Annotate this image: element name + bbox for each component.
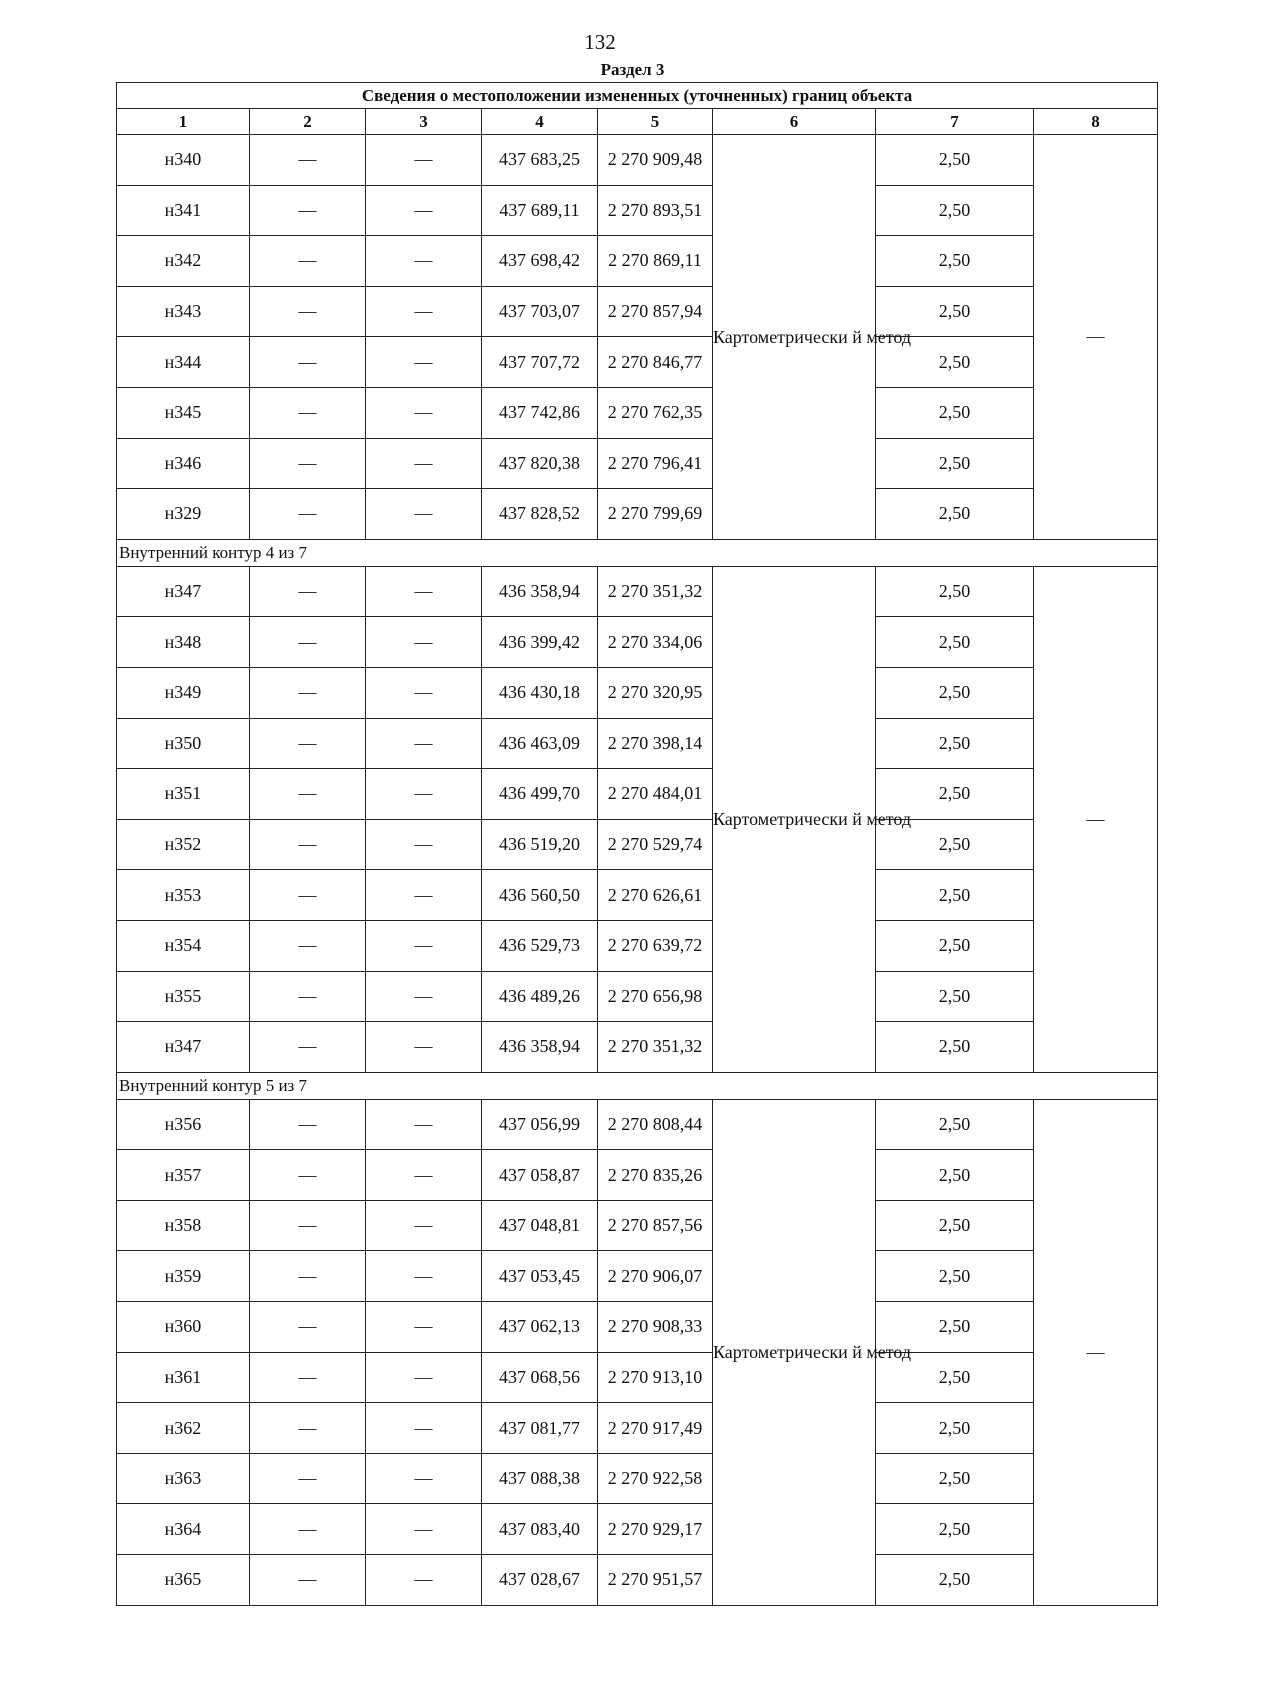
y-coordinate: 2 270 320,95: [598, 667, 713, 718]
col2-value: —: [250, 1504, 366, 1555]
x-coordinate: 437 703,07: [482, 286, 598, 337]
table-row: [117, 387, 1158, 438]
point-name: н350: [117, 718, 250, 769]
col3-value: —: [366, 286, 482, 337]
table-row: [117, 286, 1158, 337]
col2-value: —: [250, 1022, 366, 1073]
y-coordinate: 2 270 846,77: [598, 337, 713, 388]
table-row: [117, 971, 1158, 1022]
x-coordinate: 436 463,09: [482, 718, 598, 769]
column-number: 4: [482, 109, 598, 135]
table-row: [117, 1200, 1158, 1251]
point-name: н355: [117, 971, 250, 1022]
table-row: [117, 566, 1158, 617]
column-number: 5: [598, 109, 713, 135]
accuracy-value: 2,50: [876, 617, 1034, 668]
point-name: н358: [117, 1200, 250, 1251]
y-coordinate: 2 270 908,33: [598, 1302, 713, 1353]
x-coordinate: 437 820,38: [482, 438, 598, 489]
y-coordinate: 2 270 922,58: [598, 1453, 713, 1504]
table-title-row: [117, 83, 1158, 109]
contour-header: Внутренний контур 4 из 7: [117, 539, 1158, 566]
table-row: [117, 1022, 1158, 1073]
point-name: н329: [117, 489, 250, 540]
table-row: [117, 667, 1158, 718]
accuracy-value: 2,50: [876, 566, 1034, 617]
x-coordinate: 436 499,70: [482, 769, 598, 820]
table-row: [117, 1504, 1158, 1555]
accuracy-value: 2,50: [876, 1022, 1034, 1073]
point-name: н344: [117, 337, 250, 388]
table-row: [117, 1453, 1158, 1504]
accuracy-value: 2,50: [876, 1403, 1034, 1454]
point-name: н341: [117, 185, 250, 236]
col3-value: —: [366, 1200, 482, 1251]
col2-value: —: [250, 489, 366, 540]
col2-value: —: [250, 920, 366, 971]
col2-value: —: [250, 819, 366, 870]
table-row: [117, 718, 1158, 769]
col2-value: —: [250, 870, 366, 921]
col3-value: —: [366, 1022, 482, 1073]
col2-value: —: [250, 337, 366, 388]
x-coordinate: 437 683,25: [482, 135, 598, 186]
accuracy-value: 2,50: [876, 387, 1034, 438]
column-number-row: [117, 109, 1158, 135]
col3-value: —: [366, 1352, 482, 1403]
point-name: н364: [117, 1504, 250, 1555]
boundary-coordinates-table: [116, 82, 1158, 1606]
col3-value: —: [366, 617, 482, 668]
x-coordinate: 437 053,45: [482, 1251, 598, 1302]
accuracy-value: 2,50: [876, 1555, 1034, 1606]
table-row: [117, 438, 1158, 489]
method-cell: Картометрически й метод: [713, 566, 876, 1072]
table-row: [117, 617, 1158, 668]
x-coordinate: 437 088,38: [482, 1453, 598, 1504]
x-coordinate: 436 519,20: [482, 819, 598, 870]
point-name: н346: [117, 438, 250, 489]
col2-value: —: [250, 971, 366, 1022]
col8-cell: —: [1034, 1099, 1158, 1605]
table-row: [117, 135, 1158, 186]
y-coordinate: 2 270 484,01: [598, 769, 713, 820]
point-name: н349: [117, 667, 250, 718]
column-number: 8: [1034, 109, 1158, 135]
point-name: н353: [117, 870, 250, 921]
col8-cell: —: [1034, 566, 1158, 1072]
col8-cell: —: [1034, 135, 1158, 540]
x-coordinate: 437 083,40: [482, 1504, 598, 1555]
col3-value: —: [366, 1453, 482, 1504]
point-name: н348: [117, 617, 250, 668]
col3-value: —: [366, 1302, 482, 1353]
x-coordinate: 437 068,56: [482, 1352, 598, 1403]
x-coordinate: 436 489,26: [482, 971, 598, 1022]
point-name: н342: [117, 236, 250, 287]
col3-value: —: [366, 566, 482, 617]
y-coordinate: 2 270 869,11: [598, 236, 713, 287]
col2-value: —: [250, 1403, 366, 1454]
accuracy-value: 2,50: [876, 337, 1034, 388]
accuracy-value: 2,50: [876, 1099, 1034, 1150]
accuracy-value: 2,50: [876, 489, 1034, 540]
col2-value: —: [250, 286, 366, 337]
point-name: н356: [117, 1099, 250, 1150]
col3-value: —: [366, 667, 482, 718]
col2-value: —: [250, 1352, 366, 1403]
point-name: н357: [117, 1150, 250, 1201]
accuracy-value: 2,50: [876, 236, 1034, 287]
accuracy-value: 2,50: [876, 1504, 1034, 1555]
accuracy-value: 2,50: [876, 1150, 1034, 1201]
x-coordinate: 437 048,81: [482, 1200, 598, 1251]
col2-value: —: [250, 718, 366, 769]
table-row: [117, 920, 1158, 971]
col2-value: —: [250, 566, 366, 617]
y-coordinate: 2 270 929,17: [598, 1504, 713, 1555]
column-number: 6: [713, 109, 876, 135]
y-coordinate: 2 270 762,35: [598, 387, 713, 438]
col3-value: —: [366, 870, 482, 921]
table-row: [117, 1099, 1158, 1150]
col3-value: —: [366, 236, 482, 287]
point-name: н347: [117, 1022, 250, 1073]
y-coordinate: 2 270 857,94: [598, 286, 713, 337]
x-coordinate: 437 028,67: [482, 1555, 598, 1606]
col2-value: —: [250, 1302, 366, 1353]
col3-value: —: [366, 337, 482, 388]
contour-header-row: [117, 539, 1158, 566]
col2-value: —: [250, 1555, 366, 1606]
point-name: н352: [117, 819, 250, 870]
table-row: [117, 1150, 1158, 1201]
x-coordinate: 436 358,94: [482, 1022, 598, 1073]
col3-value: —: [366, 1150, 482, 1201]
accuracy-value: 2,50: [876, 185, 1034, 236]
y-coordinate: 2 270 917,49: [598, 1403, 713, 1454]
point-name: н347: [117, 566, 250, 617]
col2-value: —: [250, 1453, 366, 1504]
col2-value: —: [250, 1099, 366, 1150]
page-number: 132: [584, 30, 616, 54]
col2-value: —: [250, 1150, 366, 1201]
point-name: н345: [117, 387, 250, 438]
point-name: н365: [117, 1555, 250, 1606]
y-coordinate: 2 270 626,61: [598, 870, 713, 921]
accuracy-value: 2,50: [876, 1352, 1034, 1403]
x-coordinate: 437 828,52: [482, 489, 598, 540]
y-coordinate: 2 270 857,56: [598, 1200, 713, 1251]
col2-value: —: [250, 135, 366, 186]
column-number: 3: [366, 109, 482, 135]
x-coordinate: 436 399,42: [482, 617, 598, 668]
y-coordinate: 2 270 799,69: [598, 489, 713, 540]
accuracy-value: 2,50: [876, 1200, 1034, 1251]
accuracy-value: 2,50: [876, 971, 1034, 1022]
contour-header-row: [117, 1072, 1158, 1099]
col2-value: —: [250, 236, 366, 287]
x-coordinate: 436 358,94: [482, 566, 598, 617]
x-coordinate: 437 058,87: [482, 1150, 598, 1201]
col3-value: —: [366, 387, 482, 438]
x-coordinate: 437 056,99: [482, 1099, 598, 1150]
point-name: н362: [117, 1403, 250, 1454]
x-coordinate: 437 689,11: [482, 185, 598, 236]
method-cell: Картометрически й метод: [713, 135, 876, 540]
accuracy-value: 2,50: [876, 769, 1034, 820]
table-row: [117, 819, 1158, 870]
col3-value: —: [366, 489, 482, 540]
table-row: [117, 489, 1158, 540]
point-name: н363: [117, 1453, 250, 1504]
accuracy-value: 2,50: [876, 135, 1034, 186]
table-row: [117, 1352, 1158, 1403]
point-name: н359: [117, 1251, 250, 1302]
contour-header: Внутренний контур 5 из 7: [117, 1072, 1158, 1099]
y-coordinate: 2 270 351,32: [598, 566, 713, 617]
column-number: 1: [117, 109, 250, 135]
col2-value: —: [250, 769, 366, 820]
y-coordinate: 2 270 398,14: [598, 718, 713, 769]
accuracy-value: 2,50: [876, 1453, 1034, 1504]
point-name: н354: [117, 920, 250, 971]
section-title: Раздел 3: [600, 60, 665, 79]
y-coordinate: 2 270 913,10: [598, 1352, 713, 1403]
x-coordinate: 437 742,86: [482, 387, 598, 438]
point-name: н343: [117, 286, 250, 337]
y-coordinate: 2 270 656,98: [598, 971, 713, 1022]
col3-value: —: [366, 185, 482, 236]
y-coordinate: 2 270 835,26: [598, 1150, 713, 1201]
y-coordinate: 2 270 334,06: [598, 617, 713, 668]
col3-value: —: [366, 718, 482, 769]
col3-value: —: [366, 438, 482, 489]
col3-value: —: [366, 1504, 482, 1555]
x-coordinate: 437 081,77: [482, 1403, 598, 1454]
col2-value: —: [250, 185, 366, 236]
column-number: 2: [250, 109, 366, 135]
col2-value: —: [250, 1200, 366, 1251]
y-coordinate: 2 270 951,57: [598, 1555, 713, 1606]
col3-value: —: [366, 1403, 482, 1454]
table-row: [117, 337, 1158, 388]
table-row: [117, 1302, 1158, 1353]
col3-value: —: [366, 971, 482, 1022]
point-name: н360: [117, 1302, 250, 1353]
col3-value: —: [366, 1251, 482, 1302]
col2-value: —: [250, 667, 366, 718]
table-row: [117, 1403, 1158, 1454]
accuracy-value: 2,50: [876, 718, 1034, 769]
x-coordinate: 437 698,42: [482, 236, 598, 287]
col3-value: —: [366, 135, 482, 186]
accuracy-value: 2,50: [876, 286, 1034, 337]
col2-value: —: [250, 617, 366, 668]
column-number: 7: [876, 109, 1034, 135]
point-name: н340: [117, 135, 250, 186]
method-cell: Картометрически й метод: [713, 1099, 876, 1605]
table-row: [117, 1555, 1158, 1606]
y-coordinate: 2 270 796,41: [598, 438, 713, 489]
x-coordinate: 436 560,50: [482, 870, 598, 921]
y-coordinate: 2 270 639,72: [598, 920, 713, 971]
y-coordinate: 2 270 351,32: [598, 1022, 713, 1073]
col3-value: —: [366, 769, 482, 820]
x-coordinate: 436 529,73: [482, 920, 598, 971]
accuracy-value: 2,50: [876, 667, 1034, 718]
accuracy-value: 2,50: [876, 870, 1034, 921]
col3-value: —: [366, 920, 482, 971]
x-coordinate: 437 707,72: [482, 337, 598, 388]
col3-value: —: [366, 1099, 482, 1150]
accuracy-value: 2,50: [876, 1251, 1034, 1302]
y-coordinate: 2 270 808,44: [598, 1099, 713, 1150]
y-coordinate: 2 270 909,48: [598, 135, 713, 186]
col2-value: —: [250, 438, 366, 489]
accuracy-value: 2,50: [876, 819, 1034, 870]
table-body: [117, 135, 1158, 1606]
col3-value: —: [366, 1555, 482, 1606]
col2-value: —: [250, 387, 366, 438]
y-coordinate: 2 270 529,74: [598, 819, 713, 870]
col2-value: —: [250, 1251, 366, 1302]
accuracy-value: 2,50: [876, 438, 1034, 489]
table-row: [117, 769, 1158, 820]
col3-value: —: [366, 819, 482, 870]
table-row: [117, 1251, 1158, 1302]
point-name: н361: [117, 1352, 250, 1403]
x-coordinate: 436 430,18: [482, 667, 598, 718]
accuracy-value: 2,50: [876, 920, 1034, 971]
accuracy-value: 2,50: [876, 1302, 1034, 1353]
table-title: Сведения о местоположении измененных (уточненных) границ объекта: [117, 83, 1158, 109]
table-row: [117, 870, 1158, 921]
y-coordinate: 2 270 893,51: [598, 185, 713, 236]
point-name: н351: [117, 769, 250, 820]
y-coordinate: 2 270 906,07: [598, 1251, 713, 1302]
table-row: [117, 185, 1158, 236]
table-row: [117, 236, 1158, 287]
x-coordinate: 437 062,13: [482, 1302, 598, 1353]
